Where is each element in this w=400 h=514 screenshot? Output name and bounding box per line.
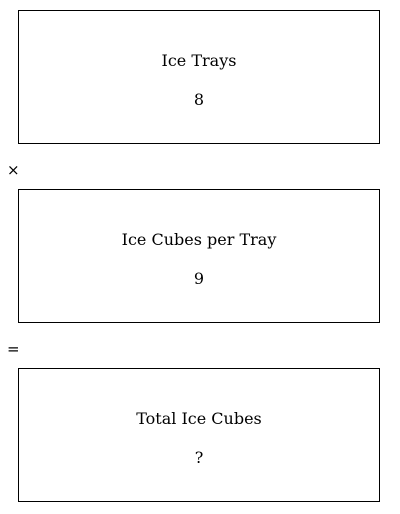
ice-trays-value: 8 — [193, 90, 205, 109]
ice-cubes-per-tray-value: 9 — [193, 269, 205, 288]
total-ice-cubes-box — [18, 368, 380, 502]
ice-trays-box — [18, 10, 380, 144]
ice-cubes-per-tray-label: Ice Cubes per Tray — [121, 230, 277, 249]
total-ice-cubes-value: ? — [194, 448, 204, 467]
ice-trays-label: Ice Trays — [161, 51, 237, 70]
total-ice-cubes-label: Total Ice Cubes — [136, 409, 262, 428]
multiply-operator: × — [7, 161, 20, 179]
ice-cubes-per-tray-box — [18, 189, 380, 323]
equals-operator: = — [7, 340, 20, 358]
